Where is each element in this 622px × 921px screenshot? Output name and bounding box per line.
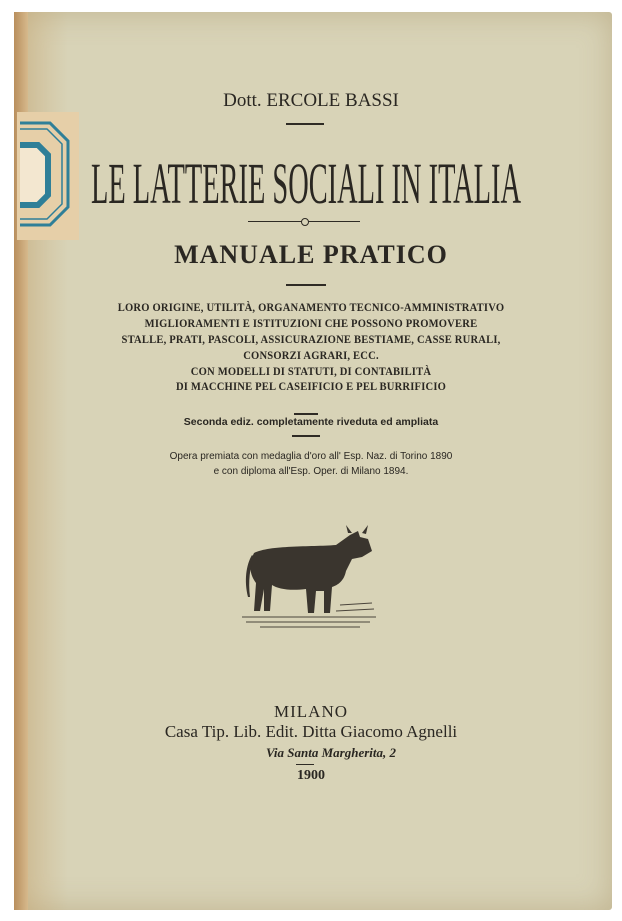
subtitle: MANUALE PRATICO xyxy=(174,240,448,269)
ornament-dot xyxy=(301,218,309,226)
award-line: e con diploma all'Esp. Oper. di Milano 1894. xyxy=(213,466,409,477)
description-line: CONSORZI AGRARI, ECC. xyxy=(243,350,379,362)
title-svg xyxy=(0,150,622,210)
city: MILANO xyxy=(274,702,348,721)
divider xyxy=(294,413,318,415)
description-line: CON MODELLI DI STATUTI, DI CONTABILITÀ xyxy=(190,366,432,378)
author: Dott. ERCOLE BASSI xyxy=(223,90,399,111)
description-line: LORO ORIGINE, UTILITÀ, ORGANAMENTO TECNICO-AMMINISTRATIVO xyxy=(117,302,505,314)
description-line: DI MACCHINE PEL CASEIFICIO E PEL BURRIFICIO xyxy=(175,381,447,393)
divider xyxy=(296,764,314,765)
description-line: MIGLIORAMENTI E ISTITUZIONI CHE POSSONO PROMOVERE xyxy=(144,318,478,330)
edition: Seconda ediz. completamente riveduta ed ampliata xyxy=(183,416,439,428)
year: 1900 xyxy=(297,768,325,783)
award-line: Opera premiata con medaglia d'oro all' Esp. Naz. di Torino 1890 xyxy=(169,451,453,462)
cow-illustration-icon xyxy=(240,525,380,630)
book-title: LE LATTERIE SOCIALI IN ITALIA xyxy=(91,151,522,210)
divider xyxy=(286,123,324,125)
description-line: STALLE, PRATI, PASCOLI, ASSICURAZIONE BESTIAME, CASSE RURALI, xyxy=(121,334,501,346)
publisher: Casa Tip. Lib. Edit. Ditta Giacomo Agnelli xyxy=(164,722,458,741)
address: Via Santa Margherita, 2 xyxy=(265,745,397,760)
divider xyxy=(286,284,326,286)
divider xyxy=(292,435,320,437)
